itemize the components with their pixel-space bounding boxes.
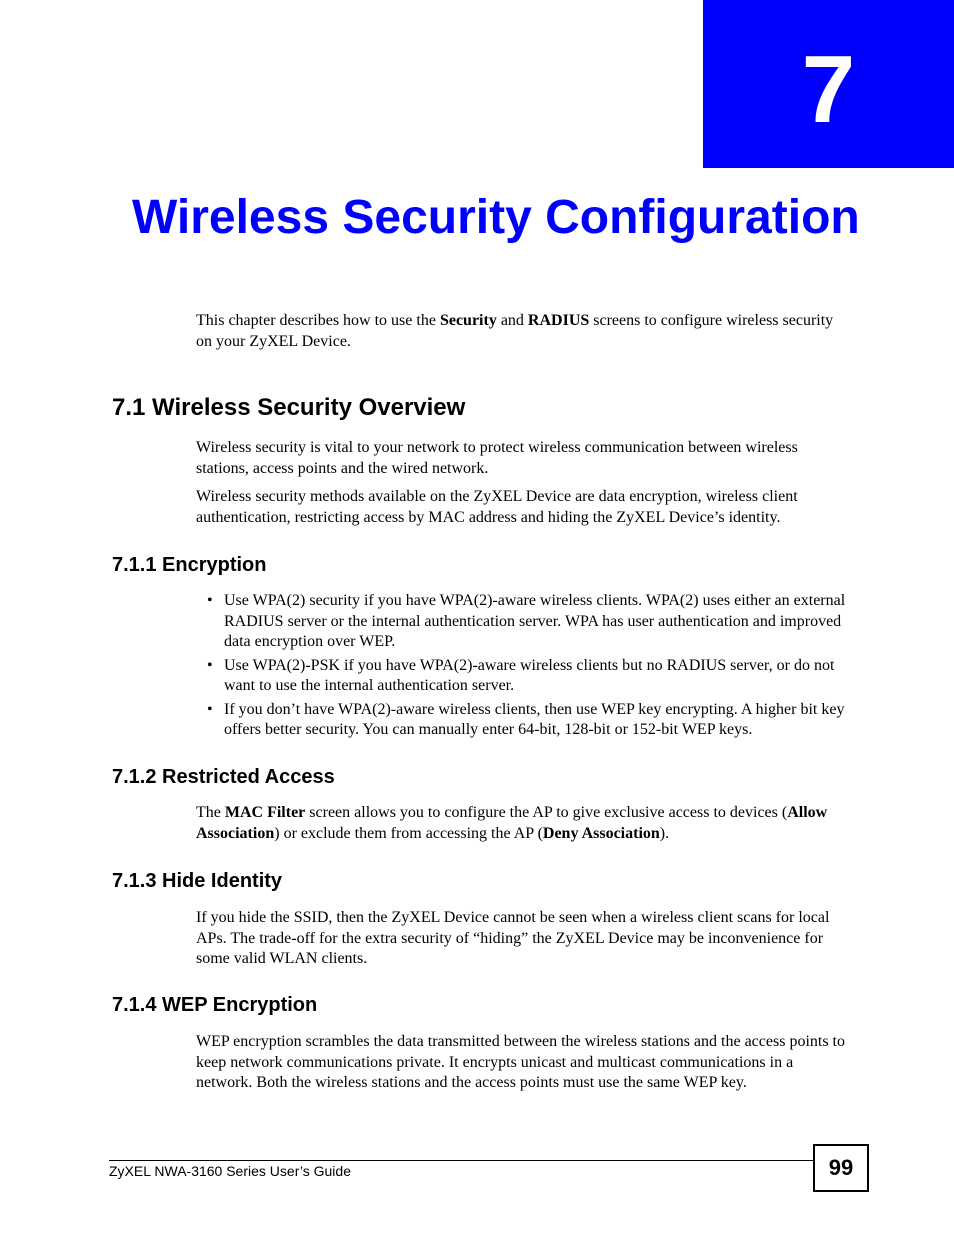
section-7-1-paragraph-2: Wireless security methods available on the ZyXEL Device are data encryption, wireless client authentication, restricting access by MAC address and hiding the ZyXEL Device’s identity.: [196, 488, 798, 526]
bullet-marker: •: [207, 592, 213, 609]
list-item-text: Use WPA(2) security if you have WPA(2)-aware wireless clients. WPA(2) uses either an external RADIUS server or the internal authentication server. WPA has user authentication and improved data encryption over WEP.: [224, 592, 846, 650]
section-7-1-4-heading: 7.1.4 WEP Encryption: [112, 994, 318, 1016]
restricted-bold-deny-association: Deny Association: [542, 824, 660, 842]
section-7-1-3-paragraph: If you hide the SSID, then the ZyXEL Device cannot be seen when a wireless client scans for local APs. The trade-off for the extra security of “hiding” the ZyXEL Device may be inconvenience for some valid WLAN clients.: [196, 909, 830, 967]
section-7-1-heading: 7.1 Wireless Security Overview: [112, 394, 466, 421]
intro-bold-radius: RADIUS: [527, 312, 590, 329]
bullet-marker: •: [207, 700, 213, 718]
chapter-number: 7: [801, 36, 856, 143]
intro-text-1: This chapter describes how to use the: [196, 312, 440, 329]
section-7-1-paragraph-1: Wireless security is vital to your network to protect wireless communication between wireless stations, access points and the wired network.: [196, 439, 798, 477]
intro-text-3: screens to configure wireless security on your ZyXEL Device.: [196, 312, 834, 350]
chapter-title: Wireless Security Configuration: [132, 191, 860, 244]
restricted-text-3: ) or exclude them from accessing the AP (: [274, 824, 543, 842]
section-7-1-3-heading: 7.1.3 Hide Identity: [112, 870, 283, 892]
list-item-text: If you don’t have WPA(2)-aware wireless clients, then use WEP key encrypting. A higher bit key offers better security. You can manually enter 64-bit, 128-bit or 152-bit WEP keys.: [224, 700, 845, 738]
intro-paragraph: [196, 311, 846, 352]
intro-bold-security: Security: [439, 312, 497, 329]
restricted-text-2: screen allows you to configure the AP to give exclusive access to devices (: [305, 804, 788, 821]
restricted-bold-mac-filter: MAC Filter: [224, 804, 306, 821]
section-7-1-2-heading: 7.1.2 Restricted Access: [112, 766, 335, 788]
intro-text-2: and: [496, 312, 528, 329]
list-item: [196, 591, 846, 653]
section-7-1-4-paragraph: WEP encryption scrambles the data transmitted between the wireless stations and the access points to keep network communications private. It encrypts unicast and multicast communications in a network. Both the wireless stations and the access points must use the same WEP key.: [196, 1033, 845, 1091]
page-number: 99: [813, 1144, 869, 1192]
restricted-text-1: The: [196, 804, 225, 821]
list-item: [196, 656, 846, 697]
bullet-marker: •: [207, 656, 213, 674]
footer-guide-title: ZyXEL NWA-3160 Series User’s Guide: [109, 1163, 351, 1179]
footer-divider: [109, 1160, 814, 1161]
list-item: [196, 700, 846, 741]
restricted-bold-allow-association: Allow Association: [196, 804, 828, 842]
chapter-number-box: [703, 0, 954, 168]
section-7-1-1-heading: 7.1.1 Encryption: [112, 554, 267, 576]
section-7-1-2-paragraph: [196, 803, 846, 844]
encryption-bullet-list: [196, 591, 846, 744]
list-item-text: Use WPA(2)-PSK if you have WPA(2)-aware wireless clients but no RADIUS server, or do not want to use the internal authentication server.: [224, 656, 835, 694]
restricted-text-4: ).: [659, 824, 670, 842]
